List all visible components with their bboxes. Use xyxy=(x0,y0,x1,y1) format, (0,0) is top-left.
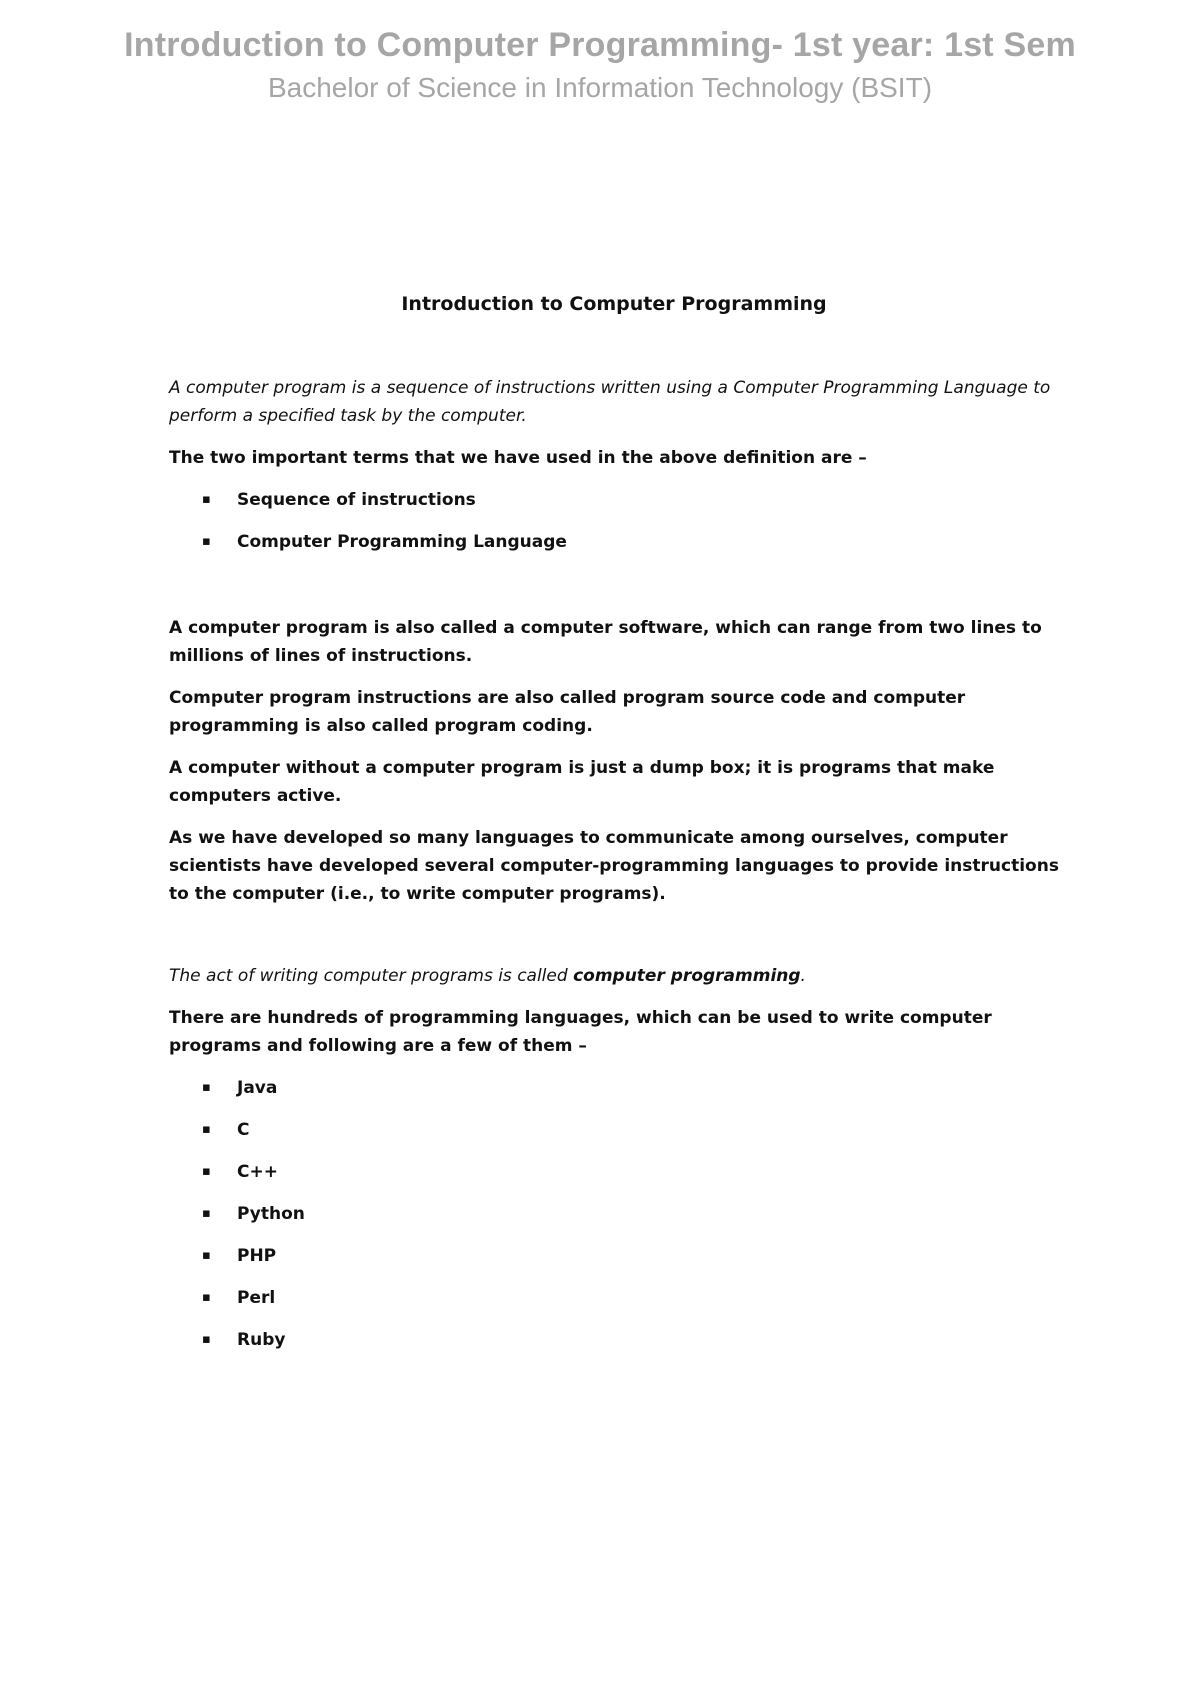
bullet-icon: ▪ xyxy=(202,534,211,549)
list-item-label: C++ xyxy=(237,1162,278,1182)
software-paragraph: A computer program is also called a computer software, which can range from two lines to millions of lines of instructions. xyxy=(169,618,1042,666)
bullet-icon: ▪ xyxy=(202,1080,211,1095)
act-term: computer programming xyxy=(573,966,801,986)
bullet-icon: ▪ xyxy=(202,1206,211,1221)
list-item-label: PHP xyxy=(237,1246,277,1266)
header-subtitle: Bachelor of Science in Information Technology (BSIT) xyxy=(267,72,933,103)
list-item-label: C xyxy=(237,1120,250,1140)
spacer xyxy=(169,922,1059,962)
languages-paragraph: As we have developed so many languages to communicate among ourselves, computer scientists have developed several computer-programming languages to provide instructions to the computer (i.e., to write computer programs). xyxy=(169,828,1059,904)
terms-intro: The two important terms that we have used in the above definition are – xyxy=(169,448,867,468)
list-item-label: Sequence of instructions xyxy=(237,490,476,510)
act-suffix: . xyxy=(800,966,806,986)
page-header xyxy=(0,24,1200,106)
definition-paragraph: A computer program is a sequence of instructions written using a Computer Programming Language to perform a specified task by the computer. xyxy=(169,378,1051,426)
list-item-label: Java xyxy=(237,1078,278,1098)
spacer xyxy=(169,570,1059,614)
document-title: Introduction to Computer Programming xyxy=(401,293,827,315)
act-prefix: The act of writing computer programs is called xyxy=(169,966,574,986)
bullet-icon: ▪ xyxy=(202,1122,211,1137)
list-item-label: Computer Programming Language xyxy=(237,532,567,552)
bullet-icon: ▪ xyxy=(202,1332,211,1347)
bullet-icon: ▪ xyxy=(202,1248,211,1263)
list-item-label: Perl xyxy=(237,1288,276,1308)
bullet-icon: ▪ xyxy=(202,1290,211,1305)
terms-list xyxy=(169,486,1059,556)
list-item xyxy=(169,486,1059,514)
list-item xyxy=(169,1200,1059,1228)
dump-box-paragraph: A computer without a computer program is just a dump box; it is programs that make computers active. xyxy=(169,758,995,806)
list-item xyxy=(169,1242,1059,1270)
list-item xyxy=(169,528,1059,556)
list-item-label: Ruby xyxy=(237,1330,286,1350)
languages-list xyxy=(169,1074,1059,1354)
list-item xyxy=(169,1326,1059,1354)
list-item-label: Python xyxy=(237,1204,305,1224)
list-item xyxy=(169,1158,1059,1186)
languages-intro: There are hundreds of programming languages, which can be used to write computer programs and following are a few of them – xyxy=(169,1008,992,1056)
source-code-paragraph: Computer program instructions are also called program source code and computer programming is also called program coding. xyxy=(169,688,966,736)
list-item xyxy=(169,1074,1059,1102)
list-item xyxy=(169,1116,1059,1144)
bullet-icon: ▪ xyxy=(202,1164,211,1179)
act-paragraph xyxy=(169,962,1059,990)
bullet-icon: ▪ xyxy=(202,492,211,507)
list-item xyxy=(169,1284,1059,1312)
header-title: Introduction to Computer Programming- 1st year: 1st Sem xyxy=(124,26,1076,64)
document-body xyxy=(169,290,1059,1368)
